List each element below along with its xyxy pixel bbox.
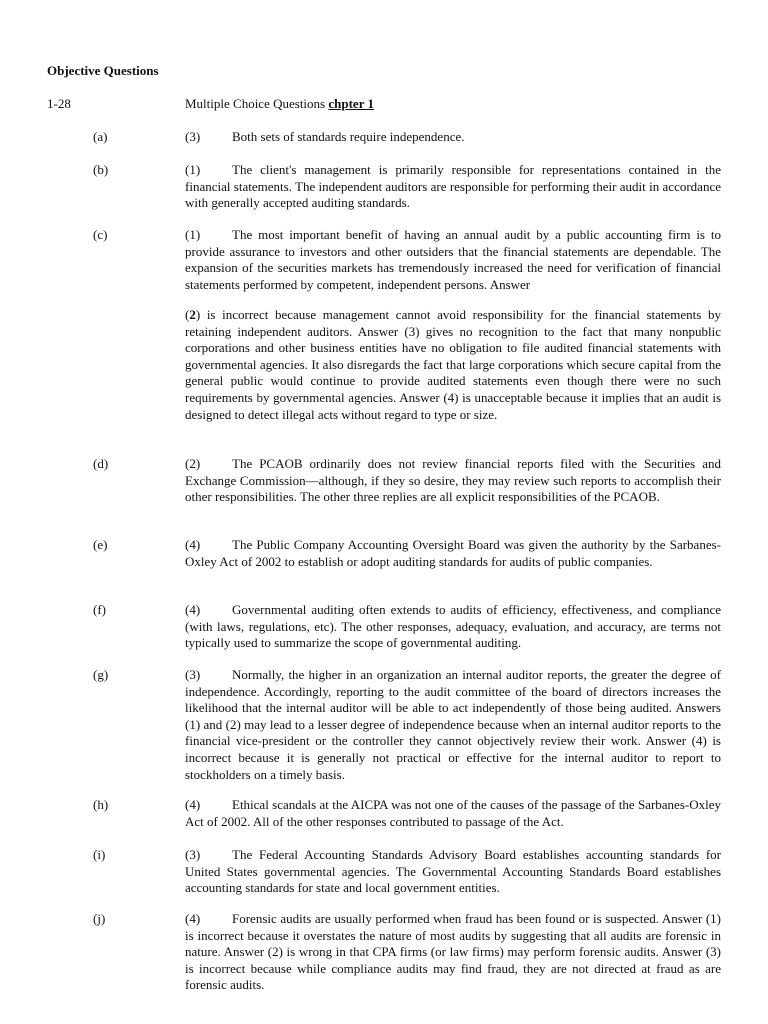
item-text: The Public Company Accounting Oversight Board was given the authority by the Sarbanes-Oxley Act of 2002 to establish or adopt auditing standards for audits of public companies. <box>185 537 721 569</box>
item-body-continuation <box>185 307 721 423</box>
item-body <box>185 537 721 570</box>
item-choice: (1) <box>185 162 201 177</box>
item-body <box>185 162 721 212</box>
section-header <box>47 96 727 114</box>
item-body <box>185 129 721 146</box>
item-choice: (1) <box>185 227 201 242</box>
item-body <box>185 227 721 293</box>
page-heading: Objective Questions <box>47 63 159 78</box>
item-text: The most important benefit of having an annual audit by a public accounting firm is to provide assurance to investors and other outsiders that the financial statements are dependable. The expansion of the securities markets has tremendously increased the need for verification of financial statements performed by competent, independent persons. Answer <box>185 227 721 292</box>
item-choice: (3) <box>185 847 201 862</box>
item-text: Forensic audits are usually performed when fraud has been found or is suspected. Answer (1) is incorrect because it overstates the nature of most audits by suggesting that all audits are forensic in nature. Answer (2) is wrong in that CPA firms (or law firms) may perform forensic audits. Answer (3) is incorrect because while compliance audits may find fraud, they are not directed at fraud as are forensic audits. <box>185 911 721 993</box>
item-letter: (g) <box>93 667 109 682</box>
section-title-prefix: Multiple Choice Questions <box>185 96 329 111</box>
item-text: Governmental auditing often extends to audits of efficiency, effectiveness, and compliance (with laws, regulations, etc). The other responses, adequacy, evaluation, and accuracy, are terms not typically used to summarize the scope of governmental auditing. <box>185 602 721 651</box>
item-text: The client's management is primarily responsible for representations contained in the financial statements. The independent auditors are responsible for performing their audit in accordance with generally accepted auditing standards. <box>185 162 721 211</box>
item-text: The Federal Accounting Standards Advisory Board establishes accounting standards for United States governmental agencies. The Governmental Accounting Standards Board establishes accounting standards for state and local government entities. <box>185 847 721 896</box>
item-body <box>185 602 721 652</box>
item-body <box>185 847 721 897</box>
item-choice: (2) <box>185 456 201 471</box>
item-text: The PCAOB ordinarily does not review financial reports filed with the Securities and Exchange Commission—although, if they so desire, they may review such reports to accomplish their other responsibilities. The other three replies are all explicit responsibilities of the PCAOB. <box>185 456 721 505</box>
item-text: Both sets of standards require independence. <box>232 129 465 144</box>
continuation-text: ) is incorrect because management cannot avoid responsibility for the financial statements by retaining independent auditors. Answer (3) gives no recognition to the fact that many nonpublic corporations and other business entities have no obligation to file audited financial statements with governmental agencies. It also disregards the fact that large corporations which secure capital from the general public would continue to provide audited statements even though there were no such requirements by governmental agencies. Answer (4) is unacceptable because it implies that an audit is designed to detect illegal acts without regard to type or size. <box>185 307 721 422</box>
continuation-open: ( <box>185 307 190 322</box>
section-number: 1-28 <box>47 96 71 111</box>
item-choice: (4) <box>185 911 201 926</box>
item-letter: (b) <box>93 162 109 177</box>
item-text: Ethical scandals at the AICPA was not one of the causes of the passage of the Sarbanes-Oxley Act of 2002. All of the other responses contributed to passage of the Act. <box>185 797 721 829</box>
item-choice: (4) <box>185 797 201 812</box>
item-body <box>185 456 721 506</box>
item-letter: (c) <box>93 227 108 242</box>
item-choice: (3) <box>185 129 201 144</box>
continuation-bold-number: 2 <box>189 307 196 322</box>
item-letter: (i) <box>93 847 106 862</box>
item-text: Normally, the higher in an organization an internal auditor reports, the greater the degree of independence. Accordingly, reporting to the audit committee of the board of directors increases the likelihood that the internal auditor will be able to act independently of those being audited. Answers (1) and (2) may lead to a lesser degree of independence because when an internal auditor reports to the financial vice-president or the controller they cannot objectively review their work. Answer (4) is incorrect because it is generally not practical or effective for the internal auditor to report to stockholders on a timely basis. <box>185 667 721 782</box>
item-letter: (h) <box>93 797 109 812</box>
section-title-emphasis: chpter 1 <box>328 96 374 111</box>
item-letter: (f) <box>93 602 106 617</box>
item-body <box>185 667 721 783</box>
item-letter: (a) <box>93 129 108 144</box>
item-choice: (3) <box>185 667 201 682</box>
item-letter: (e) <box>93 537 108 552</box>
item-choice: (4) <box>185 602 201 617</box>
item-body <box>185 797 721 830</box>
item-body <box>185 911 721 994</box>
section-title <box>185 96 374 113</box>
item-letter: (d) <box>93 456 109 471</box>
item-choice: (4) <box>185 537 201 552</box>
item-letter: (j) <box>93 911 106 926</box>
